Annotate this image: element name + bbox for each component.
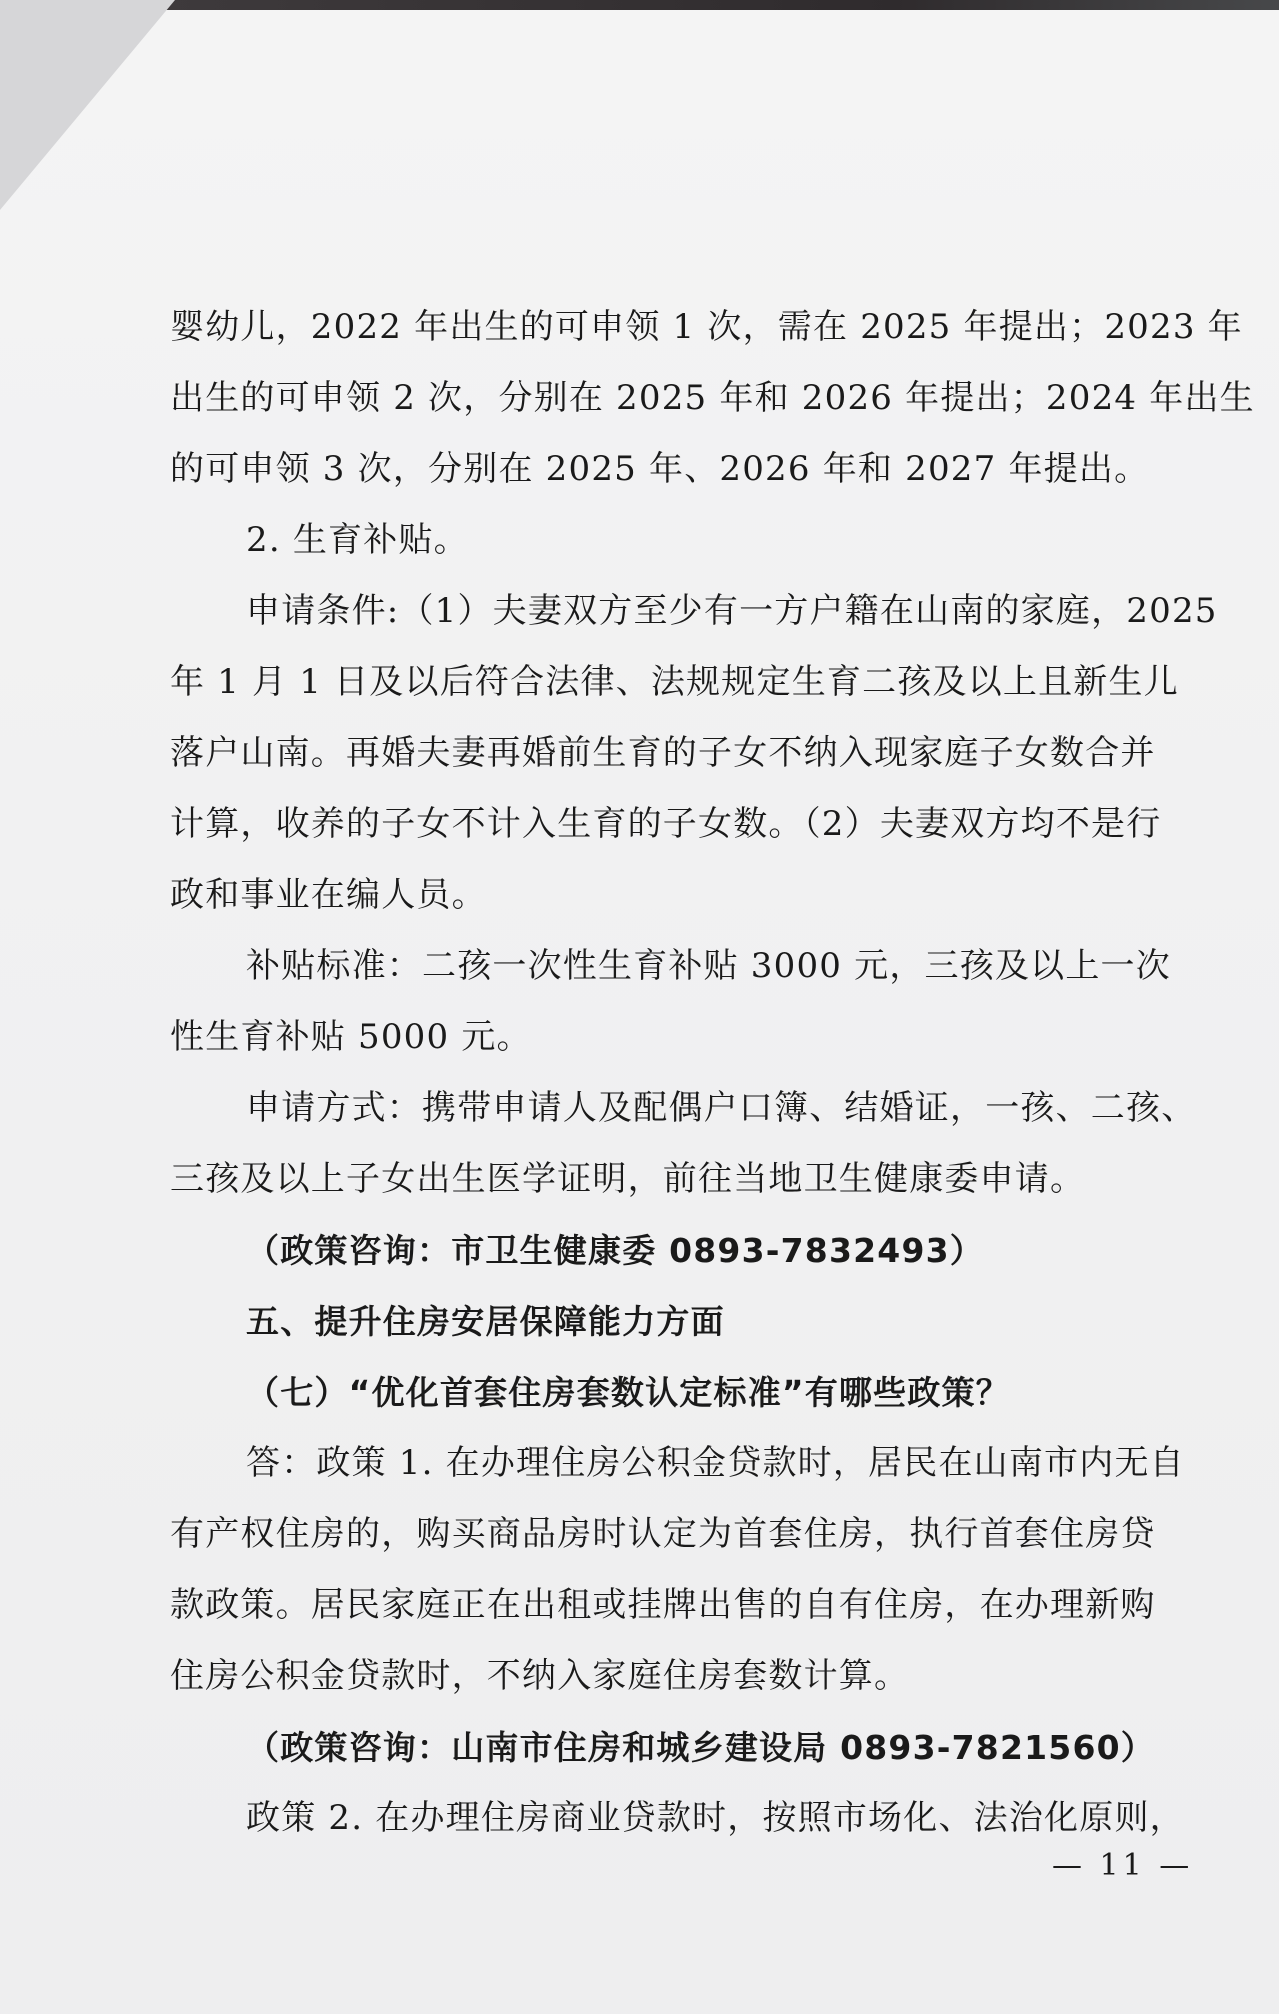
folded-corner bbox=[0, 0, 175, 210]
policy-contact-health: （政策咨询：市卫生健康委 0893-7832493） bbox=[246, 1231, 984, 1270]
body-line-13: 三孩及以上子女出生医学证明，前往当地卫生健康委申请。 bbox=[170, 1159, 1086, 1199]
document-body bbox=[170, 292, 1255, 1854]
answer-line-2: 有产权住房的，购买商品房时认定为首套住房，执行首套住房贷 bbox=[170, 1514, 1156, 1554]
answer-line-4: 住房公积金贷款时，不纳入家庭住房套数计算。 bbox=[170, 1656, 910, 1696]
body-line-2: 出生的可申领 2 次，分别在 2025 年和 2026 年提出；2024 年出生 bbox=[170, 378, 1255, 418]
question-heading-first-home: （七）“优化首套住房套数认定标准”有哪些政策？ bbox=[246, 1373, 1010, 1412]
body-line-application-method: 申请方式：携带申请人及配偶户口簿、结婚证，一孩、二孩、 bbox=[246, 1088, 1197, 1128]
policy-2-line: 政策 2. 在办理住房商业贷款时，按照市场化、法治化原则， bbox=[246, 1798, 1185, 1838]
body-line-subsidy-standard: 补贴标准：二孩一次性生育补贴 3000 元，三孩及以上一次 bbox=[246, 946, 1171, 986]
section-subtitle-birth-subsidy: 2. 生育补贴。 bbox=[246, 520, 469, 560]
top-edge-shadow bbox=[0, 0, 1279, 10]
body-line-6: 年 1 月 1 日及以后符合法律、法规规定生育二孩及以上且新生儿 bbox=[170, 662, 1179, 702]
body-line-8: 计算，收养的子女不计入生育的子女数。（2）夫妻双方均不是行 bbox=[170, 804, 1162, 844]
body-line-11: 性生育补贴 5000 元。 bbox=[170, 1017, 532, 1057]
body-line-application-conditions: 申请条件:（1）夫妻双方至少有一方户籍在山南的家庭，2025 bbox=[246, 591, 1218, 631]
body-line-3: 的可申领 3 次，分别在 2025 年、2026 年和 2027 年提出。 bbox=[170, 449, 1150, 489]
body-line-1: 婴幼儿，2022 年出生的可申领 1 次，需在 2025 年提出；2023 年 bbox=[170, 307, 1243, 347]
section-heading-housing: 五、提升住房安居保障能力方面 bbox=[246, 1302, 725, 1341]
body-line-7: 落户山南。再婚夫妻再婚前生育的子女不纳入现家庭子女数合并 bbox=[170, 733, 1156, 773]
body-line-9: 政和事业在编人员。 bbox=[170, 875, 487, 915]
answer-line-1: 答：政策 1. 在办理住房公积金贷款时，居民在山南市内无自 bbox=[246, 1443, 1185, 1483]
page-number: — 11 — bbox=[1052, 1848, 1194, 1883]
policy-contact-housing: （政策咨询：山南市住房和城乡建设局 0893-7821560） bbox=[246, 1728, 1155, 1767]
answer-line-3: 款政策。居民家庭正在出租或挂牌出售的自有住房，在办理新购 bbox=[170, 1585, 1156, 1625]
